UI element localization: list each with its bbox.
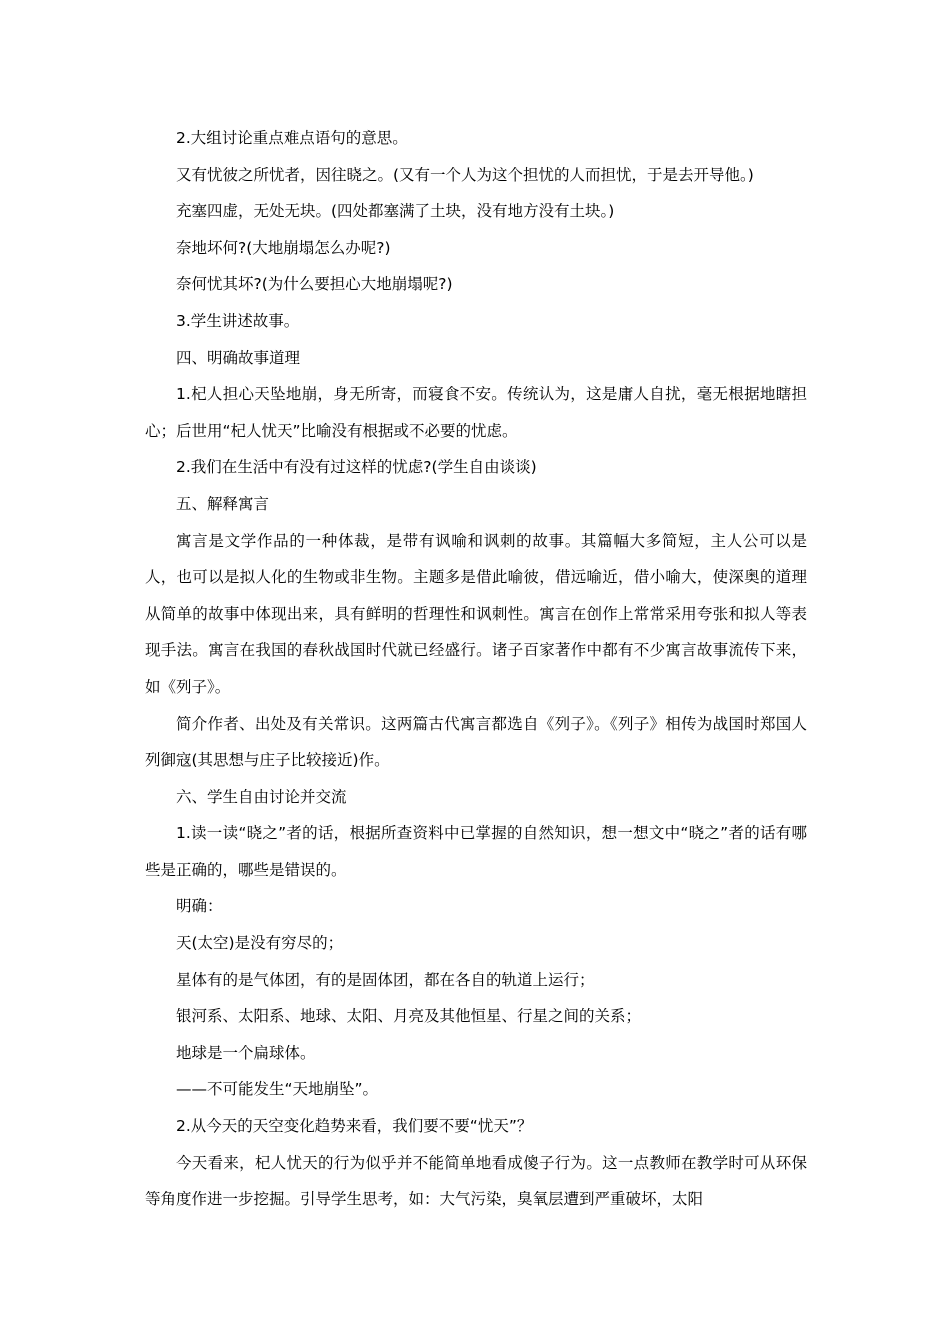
paragraph: 1.杞人担心天坠地崩，身无所寄，而寝食不安。传统认为，这是庸人自扰，毫无根据地瞎担心；后世用“杞人忧天”比喻没有根据或不必要的忧虑。	[145, 385, 807, 440]
paragraph: 简介作者、出处及有关常识。这两篇古代寓言都选自《列子》。《列子》相传为战国时郑国人列御寇(其思想与庄子比较接近)作。	[145, 714, 807, 770]
paragraph: 2.从今天的天空变化趋势来看，我们要不要“忧天”？	[176, 1117, 533, 1136]
section-heading: 四、明确故事道理	[176, 348, 301, 367]
paragraph: 明确：	[176, 897, 223, 916]
paragraph: 奈地坏何?(大地崩塌怎么办呢?)	[176, 238, 391, 257]
paragraph: 银河系、太阳系、地球、太阳、月亮及其他恒星、行星之间的关系；	[176, 1007, 642, 1026]
paragraph: 2.大组讨论重点难点语句的意思。	[176, 129, 408, 147]
paragraph: 奈何忧其坏?(为什么要担心大地崩塌呢?)	[176, 275, 453, 294]
paragraph: 又有忧彼之所忧者，因往晓之。(又有一个人为这个担忧的人而担忧，于是去开导他。)	[176, 165, 754, 184]
paragraph: 今天看来，杞人忧天的行为似乎并不能简单地看成傻子行为。这一点教师在教学时可从环保等角度作进一步挖掘。引导学生思考，如：大气污染，臭氧层遭到严重破坏，太阳	[145, 1153, 807, 1209]
section-heading: 五、解释寓言	[176, 494, 270, 513]
paragraph: ——不可能发生“天地崩坠”。	[176, 1080, 379, 1099]
paragraph: 3.学生讲述故事。	[176, 311, 300, 330]
paragraph: 2.我们在生活中有没有过这样的忧虑?(学生自由谈谈)	[176, 458, 537, 477]
paragraph: 寓言是文学作品的一种体裁，是带有讽喻和讽刺的故事。其篇幅大多简短，主人公可以是人，也可以是拟人化的生物或非生物。主题多是借此喻彼，借远喻近，借小喻大，使深奥的道理从简单的故事中体现出来，具有鲜明的哲理性和讽刺性。寓言在创作上常常采用夸张和拟人等表现手法。寓言在我国的春秋战国时代就已经盛行。诸子百家著作中都有不少寓言故事流传下来，如《列子》。	[145, 531, 807, 696]
document-body	[145, 120, 807, 1218]
paragraph: 天(太空)是没有穷尽的；	[176, 934, 344, 953]
paragraph: 1.读一读“晓之”者的话，根据所查资料中已掌握的自然知识，想一想文中“晓之”者的话有哪些是正确的，哪些是错误的。	[145, 824, 807, 879]
paragraph: 地球是一个扁球体。	[176, 1043, 316, 1062]
paragraph: 星体有的是气体团，有的是固体团，都在各自的轨道上运行；	[176, 970, 595, 989]
paragraph: 充塞四虚，无处无块。(四处都塞满了土块，没有地方没有土块。)	[176, 202, 615, 221]
section-heading: 六、学生自由讨论并交流	[176, 787, 347, 806]
